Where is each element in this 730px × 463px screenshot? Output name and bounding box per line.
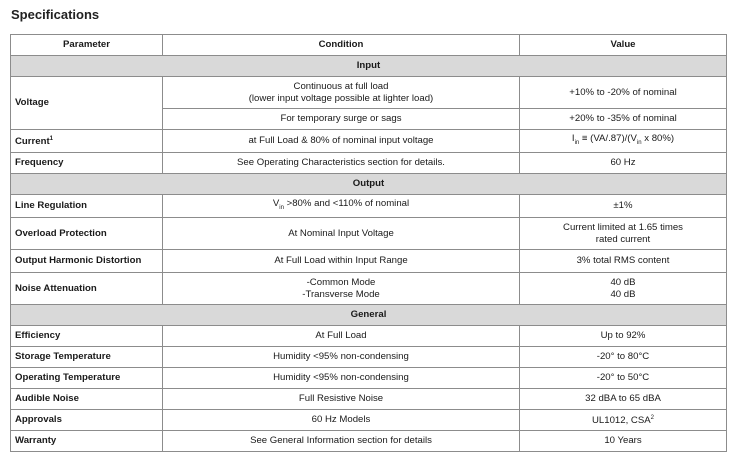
section-title-output: Output: [11, 174, 727, 195]
val-approvals-main: UL1012, CSA: [591, 415, 651, 427]
param-storage: Storage Temperature: [11, 347, 163, 368]
cond-voltage-surge: For temporary surge or sags: [163, 109, 520, 130]
page-title: Specifications: [11, 7, 100, 22]
val-current-mid: ≡ (VA/.87)/(V: [579, 132, 637, 144]
param-audible: Audible Noise: [11, 389, 163, 410]
table-row-approvals: [11, 410, 727, 431]
val-efficiency: Up to 92%: [520, 326, 727, 347]
cond-current: at Full Load & 80% of nominal input voltage: [163, 130, 520, 153]
cond-noise-line2: -Transverse Mode: [302, 288, 380, 300]
val-voltage-surge: +20% to -35% of nominal: [520, 109, 727, 130]
param-approvals: Approvals: [11, 410, 163, 431]
val-line-regulation: ±1%: [520, 195, 727, 218]
val-operating: -20° to 50°C: [520, 368, 727, 389]
param-noise: Noise Attenuation: [11, 273, 163, 305]
section-row-output: [11, 174, 727, 195]
section-title-input: Input: [11, 56, 727, 77]
val-approvals: [520, 410, 727, 431]
footnote-2: 2: [650, 415, 654, 422]
cond-audible: Full Resistive Noise: [163, 389, 520, 410]
val-overload: [520, 218, 727, 250]
table-row-noise: [11, 273, 727, 305]
header-value: Value: [520, 35, 727, 56]
val-voltage-continuous: +10% to -20% of nominal: [520, 77, 727, 109]
cond-line-regulation-text: >80% and <110% of nominal: [283, 197, 410, 209]
cond-line-regulation: [163, 195, 520, 218]
val-overload-line1: Current limited at 1.65 times: [563, 222, 683, 234]
cond-warranty: See General Information section for details: [163, 431, 520, 452]
table-row-current: [11, 130, 727, 153]
val-current-sub1: in: [574, 139, 580, 146]
cond-operating: Humidity <95% non-condensing: [163, 368, 520, 389]
table-row-voltage: [11, 77, 727, 109]
cond-voltage-line2: (lower input voltage possible at lighter load): [248, 92, 434, 104]
param-line-regulation: Line Regulation: [11, 195, 163, 218]
cond-efficiency: At Full Load: [163, 326, 520, 347]
param-operating: Operating Temperature: [11, 368, 163, 389]
val-current-i: I: [571, 132, 575, 144]
param-overload: Overload Protection: [11, 218, 163, 250]
table-row-frequency: [11, 153, 727, 174]
val-warranty: 10 Years: [520, 431, 727, 452]
section-title-general: General: [11, 305, 727, 326]
param-current-label: Current: [15, 136, 50, 148]
cond-noise-line1: -Common Mode: [306, 277, 376, 289]
cond-voltage-continuous: [163, 77, 520, 109]
cond-line-regulation-v: V: [272, 197, 280, 209]
header-condition: Condition: [163, 35, 520, 56]
table-row-overload: [11, 218, 727, 250]
cond-frequency: See Operating Characteristics section for details.: [163, 153, 520, 174]
param-harmonic: Output Harmonic Distortion: [11, 250, 163, 273]
table-row-audible: [11, 389, 727, 410]
cond-voltage-line1: Continuous at full load: [293, 81, 389, 93]
footnote-1: 1: [49, 136, 53, 143]
cond-overload: At Nominal Input Voltage: [163, 218, 520, 250]
param-frequency: Frequency: [11, 153, 163, 174]
val-overload-line2: rated current: [595, 233, 651, 245]
table-row-warranty: [11, 431, 727, 452]
val-current-sub2: in: [636, 139, 642, 146]
param-warranty: Warranty: [11, 431, 163, 452]
param-voltage: Voltage: [11, 77, 163, 130]
val-noise-line2: 40 dB: [610, 288, 636, 300]
val-harmonic: 3% total RMS content: [520, 250, 727, 273]
val-current-suffix: x 80%): [641, 132, 675, 144]
cond-approvals: 60 Hz Models: [163, 410, 520, 431]
val-current: [520, 130, 727, 153]
val-audible: 32 dBA to 65 dBA: [520, 389, 727, 410]
table-row-storage: [11, 347, 727, 368]
val-noise-line1: 40 dB: [610, 277, 636, 289]
table-row-operating: [11, 368, 727, 389]
table-row-harmonic: [11, 250, 727, 273]
section-row-input: [11, 56, 727, 77]
header-parameter: Parameter: [11, 35, 163, 56]
param-efficiency: Efficiency: [11, 326, 163, 347]
val-frequency: 60 Hz: [520, 153, 727, 174]
cond-storage: Humidity <95% non-condensing: [163, 347, 520, 368]
section-row-general: [11, 305, 727, 326]
table-row-line-regulation: [11, 195, 727, 218]
specifications-table: [10, 34, 727, 452]
cond-harmonic: At Full Load within Input Range: [163, 250, 520, 273]
val-storage: -20° to 80°C: [520, 347, 727, 368]
header-row: [11, 35, 727, 56]
val-noise: [520, 273, 727, 305]
cond-noise: [163, 273, 520, 305]
table-row-efficiency: [11, 326, 727, 347]
cond-line-regulation-sub: in: [279, 204, 284, 211]
param-current: [11, 130, 163, 153]
